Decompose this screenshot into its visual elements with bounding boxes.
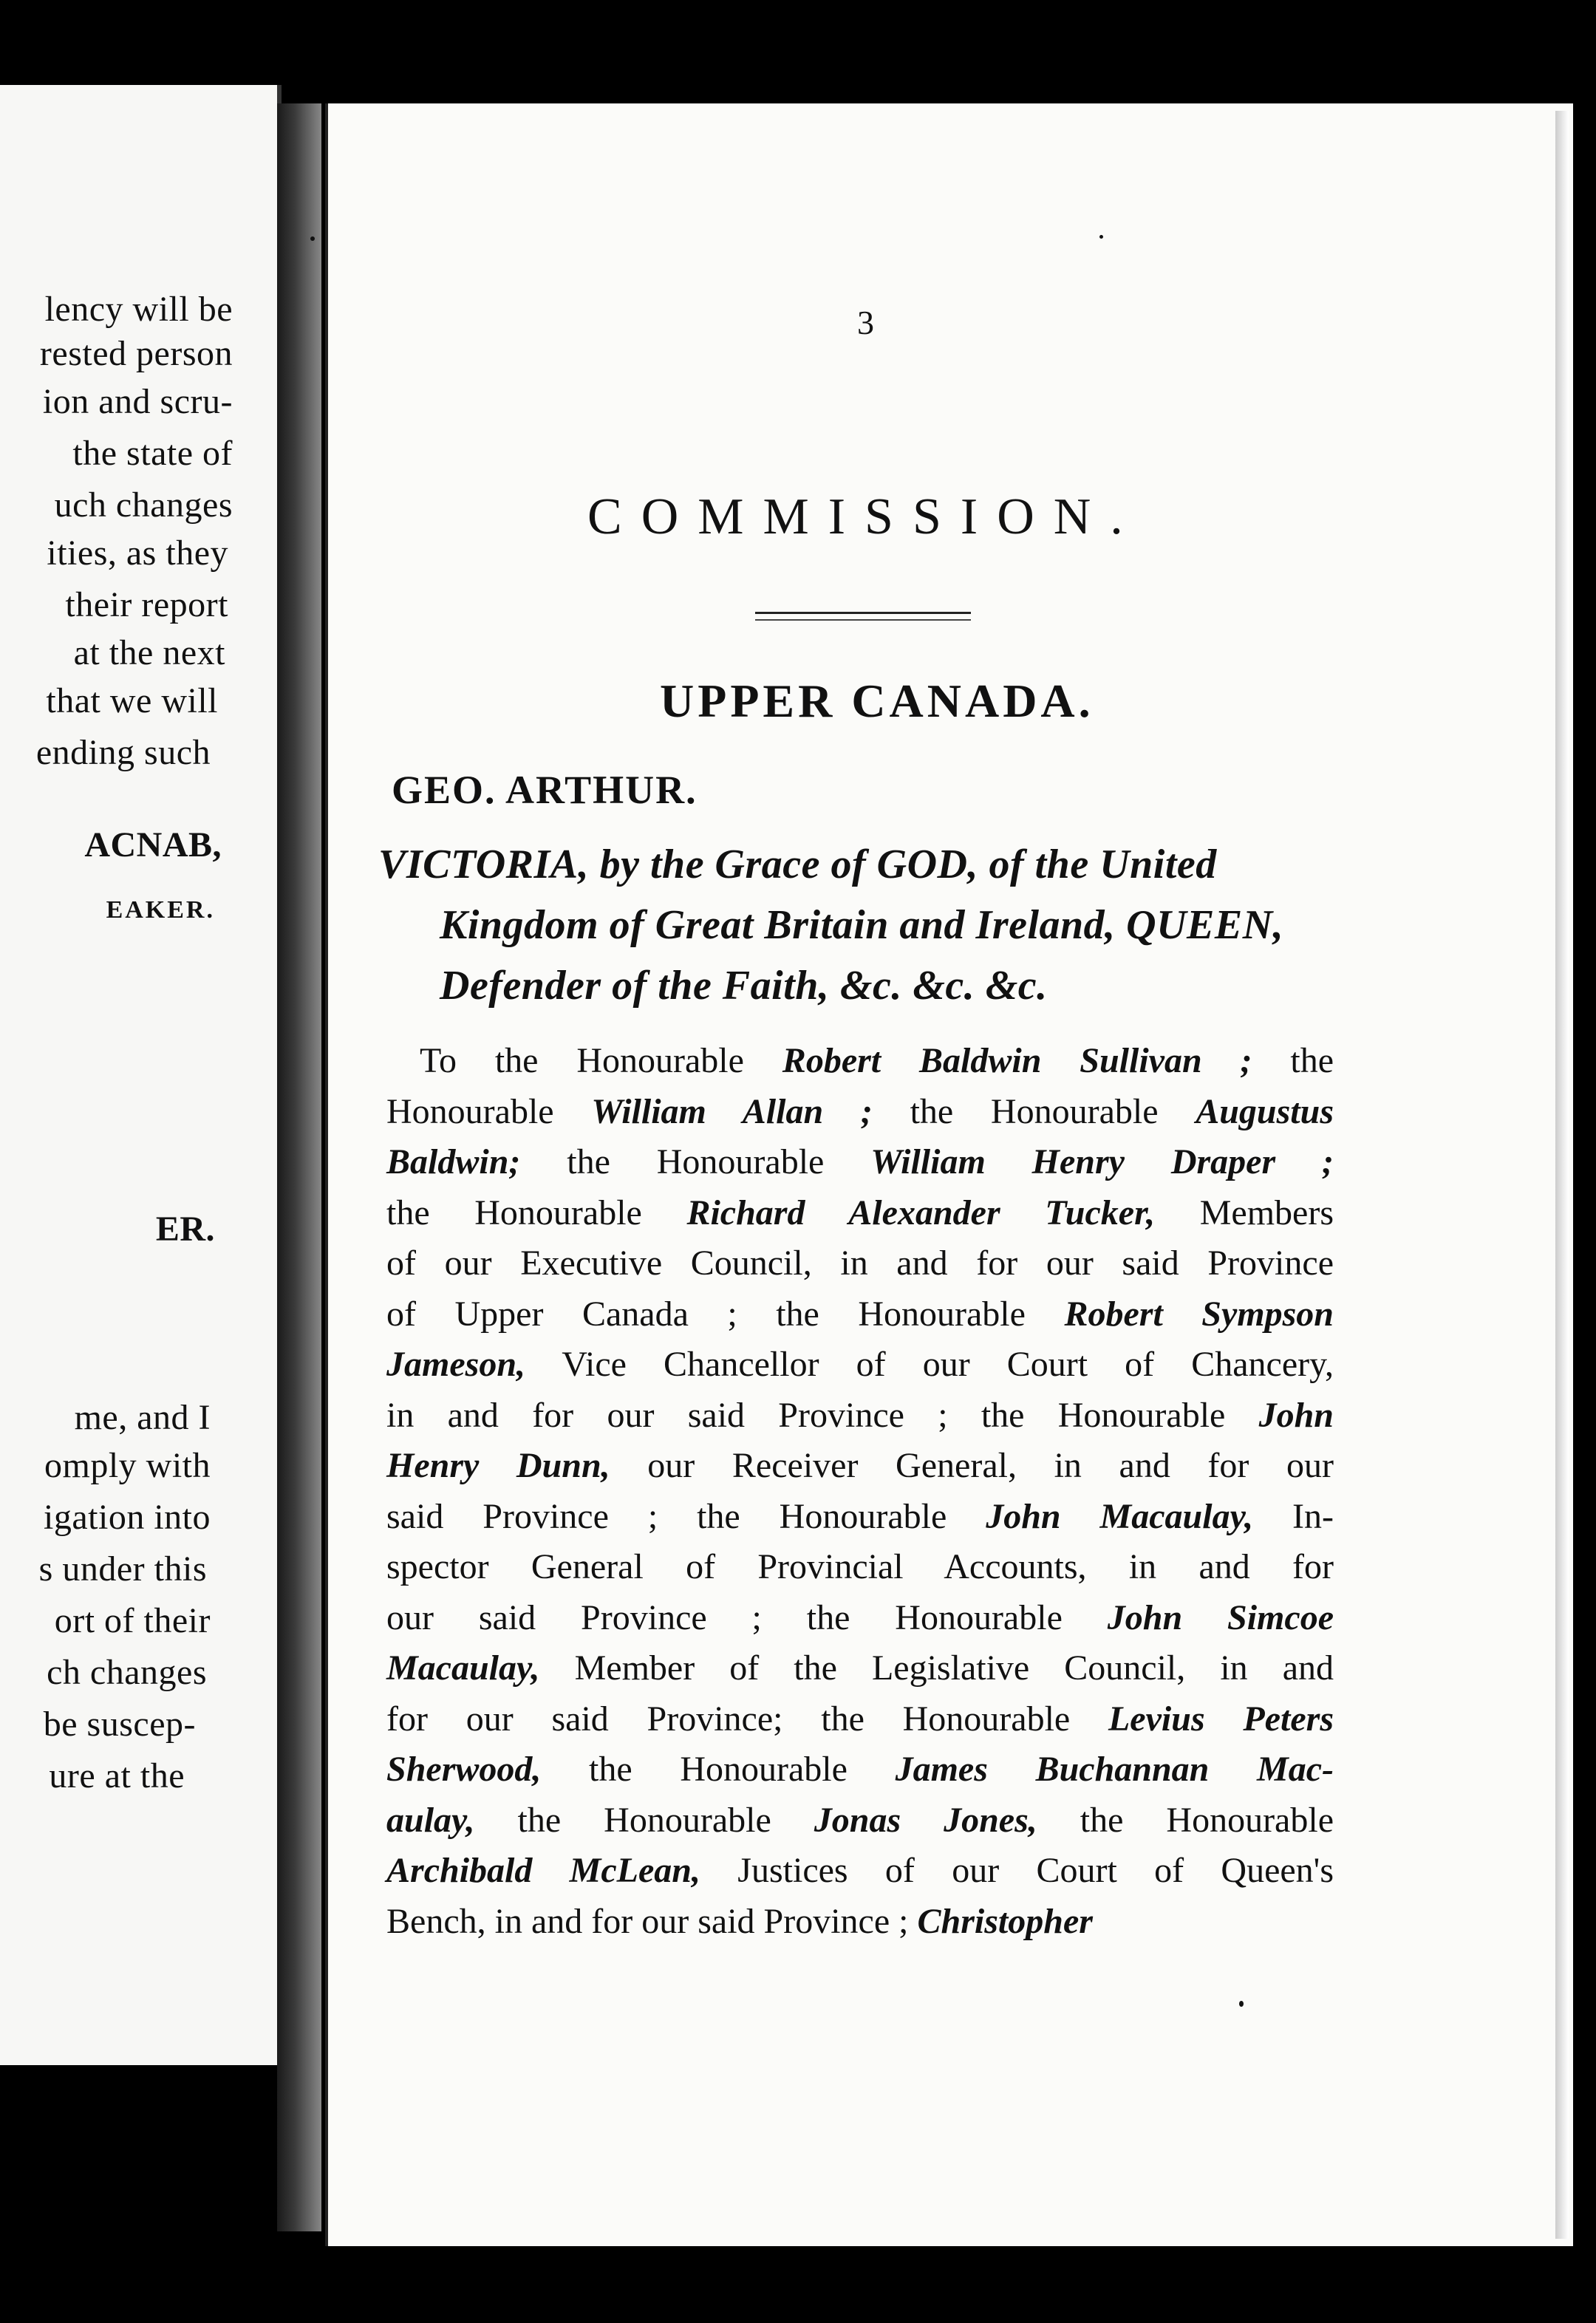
body-text-run: the Honourable [474, 1801, 814, 1840]
body-text-run: Justices of our Court of Queen's [700, 1851, 1334, 1890]
person-name: John Simcoe [1107, 1598, 1334, 1637]
previous-page-line: s under this [38, 1549, 207, 1589]
signature-line: GEO. ARTHUR. [392, 768, 698, 812]
previous-page-line: ending such [35, 733, 211, 772]
previous-page-line: their report [65, 585, 228, 624]
heading-rule [755, 612, 971, 614]
person-name: Macaulay, [386, 1648, 540, 1688]
body-text-run: Bench, in and for our said Province ; [386, 1902, 918, 1941]
person-name: Baldwin; [386, 1142, 521, 1181]
body-text-run: the Honourable [541, 1750, 896, 1789]
body-text-run: our Receiver General, in and for our [610, 1446, 1334, 1485]
previous-page-line: that we will [46, 681, 218, 720]
body-line [386, 1600, 1334, 1636]
page-edge [1555, 111, 1569, 2239]
body-text-run: Member of the Legislative Council, in and [539, 1648, 1334, 1688]
body-line [386, 1246, 1334, 1281]
body-line [386, 1142, 1334, 1181]
body-text-run: the Honourable [386, 1193, 687, 1232]
heading-rule-second [755, 619, 971, 621]
body-line [386, 1803, 1334, 1838]
body-line [386, 1347, 1334, 1382]
body-text-run: In- [1253, 1497, 1334, 1536]
body-line [386, 1904, 1334, 1940]
body-line [386, 1294, 1334, 1334]
body-line [420, 1043, 1334, 1079]
previous-page-line: rested person [39, 334, 233, 373]
person-name: Sherwood, [386, 1750, 542, 1789]
body-line [386, 1499, 1334, 1535]
page-heading: COMMISSION. [587, 488, 1142, 545]
body-line [386, 1752, 1334, 1787]
royal-title-line: VICTORIA, by the Grace of GOD, of the United [378, 842, 1217, 887]
previous-page-line: ACNAB, [84, 825, 222, 864]
person-name: John Macaulay, [986, 1497, 1254, 1536]
body-line [386, 1549, 1334, 1585]
body-text-run: To the Honourable [420, 1041, 782, 1080]
scan-speck [1239, 2001, 1244, 2007]
body-line [386, 1398, 1334, 1433]
body-line [386, 1853, 1334, 1889]
previous-page-line: ure at the [49, 1756, 185, 1795]
royal-title-line: Defender of the Faith, &c. &c. &c. [440, 963, 1048, 1009]
previous-page-line: uch changes [54, 485, 233, 525]
body-text-run: Honourable [386, 1092, 592, 1131]
body-line [386, 1648, 1334, 1688]
previous-page-line: omply with [44, 1446, 211, 1485]
body-text-run: Vice Chancellor of our Court of Chancery, [525, 1345, 1334, 1384]
person-name: William Allan ; [591, 1092, 873, 1131]
royal-title-line: Kingdom of Great Britain and Ireland, QUEEN, [440, 902, 1284, 948]
previous-page-line: ER. [155, 1210, 215, 1249]
scan-speck [310, 236, 315, 241]
previous-page [0, 85, 282, 2065]
page-number: 3 [857, 304, 874, 341]
person-name: Robert Baldwin Sullivan ; [782, 1041, 1252, 1080]
book-gutter [277, 103, 321, 2231]
body-text-run: the Honourable [872, 1092, 1196, 1131]
previous-page-line: at the next [73, 633, 225, 672]
previous-page-line: the state of [72, 434, 233, 473]
previous-page-line: ch changes [47, 1653, 207, 1692]
previous-page-line: ion and scru- [42, 382, 233, 421]
scan-speck [1099, 235, 1103, 239]
person-name: Robert Sympson [1064, 1294, 1334, 1334]
person-name: Jameson, [386, 1345, 526, 1384]
person-name: Levius Peters [1108, 1699, 1334, 1739]
person-name: James Buchannan Mac- [895, 1750, 1334, 1789]
person-name: Augustus [1196, 1092, 1334, 1131]
body-text-run: our said Province ; the Honourable [386, 1598, 1108, 1637]
body-text-run: said Province ; the Honourable [386, 1497, 986, 1536]
body-text-run: of our Executive Council, in and for our said Province [386, 1244, 1334, 1283]
body-text-run: Members [1155, 1193, 1334, 1232]
previous-page-line: EAKER. [106, 896, 215, 924]
body-line [386, 1195, 1334, 1231]
previous-page-line: me, and I [74, 1398, 211, 1437]
body-text-run: for our said Province; the Honourable [386, 1699, 1108, 1739]
body-text-run: spector General of Provincial Accounts, in and for [386, 1547, 1334, 1586]
person-name: Richard Alexander Tucker, [686, 1193, 1156, 1232]
previous-page-line: ities, as they [47, 533, 228, 573]
body-text-run: of Upper Canada ; the Honourable [386, 1294, 1065, 1334]
person-name: aulay, [386, 1801, 475, 1840]
person-name: John [1258, 1396, 1334, 1435]
body-text-run: in and for our said Province ; the Honourable [386, 1396, 1259, 1435]
body-text-run: the Honourable [1037, 1801, 1334, 1840]
page-subheading: UPPER CANADA. [660, 675, 1094, 727]
body-text-run: the Honourable [520, 1142, 871, 1181]
body-line [386, 1094, 1334, 1130]
person-name: Christopher [917, 1902, 1093, 1941]
previous-page-line: be suscep- [43, 1705, 196, 1744]
previous-page-line: igation into [44, 1498, 211, 1537]
previous-page-line: ort of their [54, 1601, 211, 1640]
person-name: Archibald McLean, [386, 1851, 700, 1890]
body-line [386, 1699, 1334, 1739]
previous-page-line: lency will be [44, 290, 233, 329]
person-name: Henry Dunn, [386, 1446, 610, 1485]
person-name: Jonas Jones, [814, 1801, 1037, 1840]
body-line [386, 1448, 1334, 1484]
body-text-run: the [1252, 1041, 1334, 1080]
person-name: William Henry Draper ; [870, 1142, 1334, 1181]
